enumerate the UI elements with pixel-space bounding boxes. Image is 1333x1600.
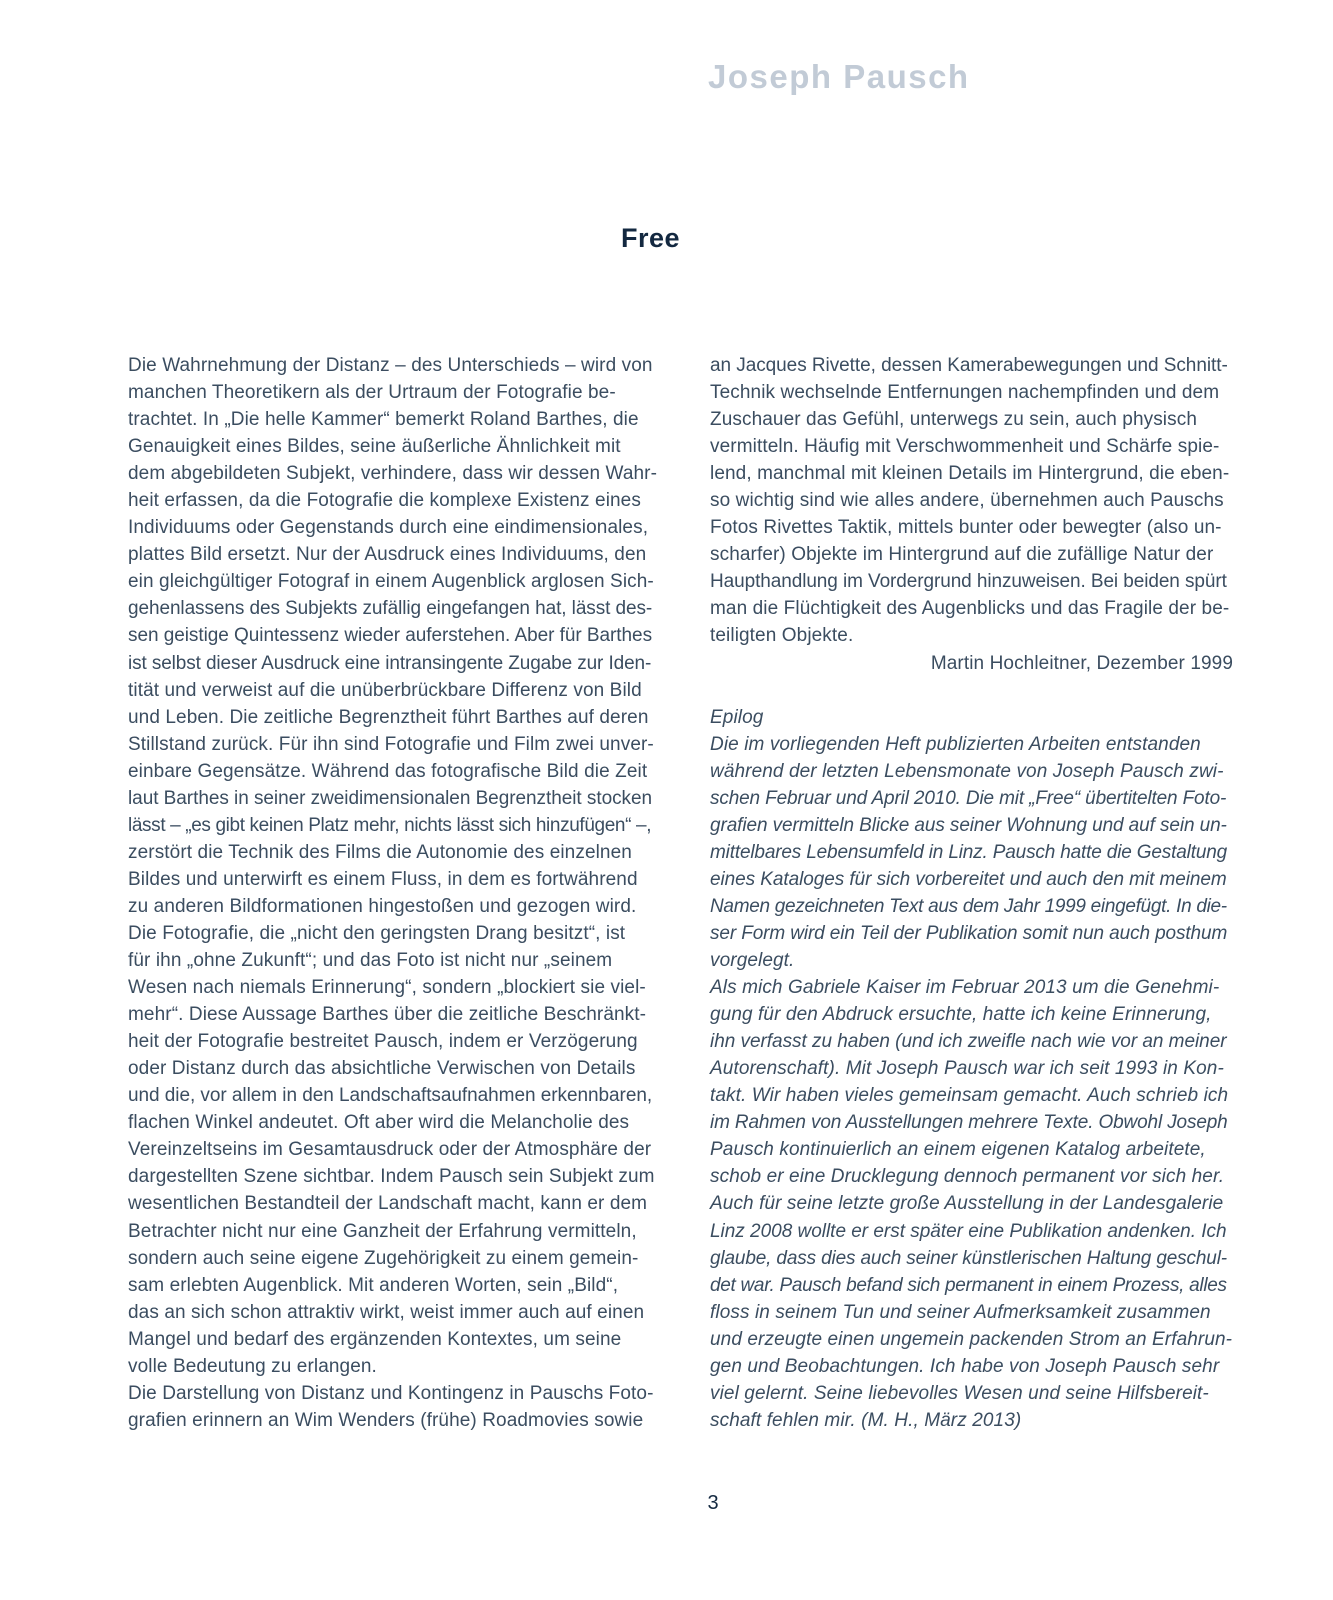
text-line: ein gleichgültiger Fotograf in einem Augenblick arglosen Sich- bbox=[128, 571, 654, 593]
text-line: und die, vor allem in den Landschaftsaufnahmen erkennbaren, bbox=[128, 1085, 653, 1107]
text-line: Epilog bbox=[710, 706, 764, 728]
text-line: für ihn „ohne Zukunft“; und das Foto ist nicht nur „seinem bbox=[128, 950, 613, 972]
text-line: takt. Wir haben vieles gemeinsam gemacht. Auch schrieb ich bbox=[710, 1085, 1229, 1107]
text-line: Die Wahrnehmung der Distanz – des Unterschieds – wird von bbox=[128, 355, 653, 376]
text-line: mehr“. Diese Aussage Barthes über die zeitliche Beschränkt- bbox=[128, 1004, 647, 1026]
text-line: Wesen nach niemals Erinnerung“, sondern „blockiert sie viel- bbox=[128, 977, 646, 999]
epilog-section bbox=[710, 704, 1233, 1434]
text-line: Namen gezeichneten Text aus dem Jahr 1999 eingefügt. In die- bbox=[710, 895, 1227, 917]
text-line: Pausch kontinuierlich an einem eigenen Katalog arbeitete, bbox=[710, 1139, 1206, 1161]
text-line: floss in seinem Tun und seiner Aufmerksamkeit zusammen bbox=[710, 1301, 1211, 1323]
text-line: volle Bedeutung zu erlangen. bbox=[128, 1355, 377, 1377]
text-line: dargestellten Szene sichtbar. Indem Pausch sein Subjekt zum bbox=[128, 1166, 655, 1188]
text-line: dem abgebildeten Subjekt, verhindere, dass wir dessen Wahr- bbox=[128, 463, 658, 485]
text-line: Als mich Gabriele Kaiser im Februar 2013 um die Genehmi- bbox=[710, 977, 1220, 999]
text-line: Mangel und bedarf des ergänzenden Kontextes, um seine bbox=[128, 1328, 622, 1350]
text-line: sen geistige Quintessenz wieder auferstehen. Aber für Barthes bbox=[128, 625, 653, 647]
text-line: laut Barthes in seiner zweidimensionalen Begrenztheit stocken bbox=[128, 787, 653, 809]
text-line: grafien erinnern an Wim Wenders (frühe) Roadmovies sowie bbox=[128, 1409, 644, 1431]
text-line: glaube, dass dies auch seiner künstlerischen Haltung geschul- bbox=[710, 1247, 1227, 1269]
text-line: gehenlassens des Subjekts zufällig eingefangen hat, lässt des- bbox=[128, 598, 653, 620]
text-line: Die im vorliegenden Heft publizierten Arbeiten entstanden bbox=[710, 733, 1201, 755]
text-line: eines Kataloges für sich vorbereitet und auch den mit meinem bbox=[710, 868, 1227, 890]
text-line: Auch für seine letzte große Ausstellung in der Landesgalerie bbox=[710, 1193, 1224, 1215]
text-line: lend, manchmal mit kleinen Details im Hintergrund, die eben- bbox=[710, 463, 1230, 485]
text-line: Betrachter nicht nur eine Ganzheit der Erfahrung vermitteln, bbox=[128, 1220, 637, 1242]
text-line: Die Fotografie, die „nicht den geringsten Drang besitzt“, ist bbox=[128, 922, 626, 944]
artist-title: Joseph Pausch bbox=[708, 58, 970, 95]
right-text-column bbox=[710, 352, 1233, 1434]
text-line: Die Darstellung von Distanz und Kontingenz in Pauschs Foto- bbox=[128, 1382, 654, 1404]
text-line: vermitteln. Häufig mit Verschwommenheit und Schärfe spie- bbox=[710, 436, 1220, 458]
text-line: schen Februar und April 2010. Die mit „Free“ übertitelten Foto- bbox=[710, 787, 1227, 809]
text-line: Bildes und unterwirft es einem Fluss, in dem es fortwährend bbox=[128, 868, 638, 890]
text-line: zerstört die Technik des Films die Autonomie des einzelnen bbox=[128, 841, 632, 863]
text-line: Martin Hochleitner, Dezember 1999 bbox=[930, 652, 1233, 674]
text-line: wesentlichen Bestandteil der Landschaft macht, kann er dem bbox=[128, 1193, 648, 1215]
text-line: grafien vermitteln Blicke aus seiner Wohnung und auf sein un- bbox=[710, 814, 1227, 836]
text-line: Autorenschaft). Mit Joseph Pausch war ich seit 1993 in Kon- bbox=[710, 1058, 1224, 1080]
text-line: und erzeugte einen ungemein packenden Strom an Erfahrun- bbox=[710, 1328, 1233, 1350]
text-line: schob er eine Drucklegung dennoch permanent vor sich her. bbox=[710, 1166, 1225, 1188]
text-line: teiligten Objekte. bbox=[710, 625, 854, 647]
text-line: plattes Bild ersetzt. Nur der Ausdruck eines Individuums, den bbox=[128, 544, 647, 566]
text-line: viel gelernt. Seine liebevolles Wesen und seine Hilfsbereit- bbox=[710, 1382, 1209, 1404]
text-line: zu anderen Bildformationen hingestoßen und gezogen wird. bbox=[128, 895, 637, 917]
text-line: Genauigkeit eines Bildes, seine äußerliche Ähnlichkeit mit bbox=[128, 436, 621, 458]
text-line: Vereinzeltseins im Gesamtausdruck oder der Atmosphäre der bbox=[128, 1139, 652, 1161]
text-line: man die Flüchtigkeit des Augenblicks und das Fragile der be- bbox=[710, 598, 1230, 620]
text-line: Haupthandlung im Vordergrund hinzuweisen. Bei beiden spürt bbox=[710, 571, 1227, 593]
text-line: tität und verweist auf die unüberbrückbare Differenz von Bild bbox=[128, 679, 642, 701]
text-line: gung für den Abdruck ersuchte, hatte ich keine Erinnerung, bbox=[710, 1004, 1212, 1026]
text-line: ist selbst dieser Ausdruck eine intransingente Zugabe zur Iden- bbox=[128, 652, 652, 674]
text-line: das an sich schon attraktiv wirkt, weist immer auch auf einen bbox=[128, 1301, 645, 1323]
page-number: 3 bbox=[707, 1492, 719, 1514]
section-heading: Free bbox=[621, 223, 681, 253]
text-line: einbare Gegensätze. Während das fotografische Bild die Zeit bbox=[128, 760, 648, 782]
text-line: schaft fehlen mir. (M. H., März 2013) bbox=[710, 1409, 1022, 1431]
text-line: im Rahmen von Ausstellungen mehrere Texte. Obwohl Joseph bbox=[710, 1112, 1228, 1134]
text-line: ser Form wird ein Teil der Publikation somit nun auch posthum bbox=[710, 922, 1228, 944]
text-line: scharfer) Objekte im Hintergrund auf die zufällige Natur der bbox=[710, 544, 1214, 566]
text-line: Linz 2008 wollte er erst später eine Publikation andenken. Ich bbox=[710, 1220, 1227, 1242]
text-line: Zuschauer das Gefühl, unterwegs zu sein, auch physisch bbox=[710, 409, 1197, 431]
text-line: und Leben. Die zeitliche Begrenztheit führt Barthes auf deren bbox=[128, 706, 649, 728]
essay-closing-paragraph bbox=[710, 352, 1233, 677]
text-line: Stillstand zurück. Für ihn sind Fotografie und Film zwei unver- bbox=[128, 733, 654, 755]
text-line: ihn verfasst zu haben (und ich zweifle nach wie vor an meiner bbox=[710, 1031, 1227, 1053]
text-line: Individuums oder Gegenstands durch eine eindimensionales, bbox=[128, 517, 649, 539]
text-line: an Jacques Rivette, dessen Kamerabewegungen und Schnitt- bbox=[710, 355, 1228, 376]
text-line: mittelbares Lebensumfeld in Linz. Pausch hatte die Gestaltung bbox=[710, 841, 1228, 863]
text-line: sondern auch seine eigene Zugehörigkeit zu einem gemein- bbox=[128, 1247, 639, 1269]
text-line: flachen Winkel andeutet. Oft aber wird die Melancholie des bbox=[128, 1112, 630, 1134]
text-line: oder Distanz durch das absichtliche Verwischen von Details bbox=[128, 1058, 636, 1080]
text-line: lässt – „es gibt keinen Platz mehr, nichts lässt sich hinzufügen“ –, bbox=[128, 814, 652, 836]
left-text-column bbox=[128, 352, 658, 1434]
text-line: vorgelegt. bbox=[710, 950, 795, 972]
text-line: gen und Beobachtungen. Ich habe von Joseph Pausch sehr bbox=[710, 1355, 1220, 1377]
text-line: det war. Pausch befand sich permanent in einem Prozess, alles bbox=[710, 1274, 1227, 1296]
text-line: sam erlebten Augenblick. Mit anderen Worten, sein „Bild“, bbox=[128, 1274, 619, 1296]
text-line: so wichtig sind wie alles andere, übernehmen auch Pauschs bbox=[710, 490, 1224, 512]
text-line: heit der Fotografie bestreitet Pausch, indem er Verzögerung bbox=[128, 1031, 638, 1053]
text-line: trachtet. In „Die helle Kammer“ bemerkt Roland Barthes, die bbox=[128, 409, 639, 431]
text-line: Technik wechselnde Entfernungen nachempfinden und dem bbox=[710, 382, 1220, 404]
text-line: Fotos Rivettes Taktik, mittels bunter oder bewegter (also un- bbox=[710, 517, 1222, 539]
text-line: manchen Theoretikern als der Urtraum der Fotografie be- bbox=[128, 382, 616, 404]
text-line: heit erfassen, da die Fotografie die komplexe Existenz eines bbox=[128, 490, 641, 512]
text-line: während der letzten Lebensmonate von Joseph Pausch zwi- bbox=[710, 760, 1224, 782]
